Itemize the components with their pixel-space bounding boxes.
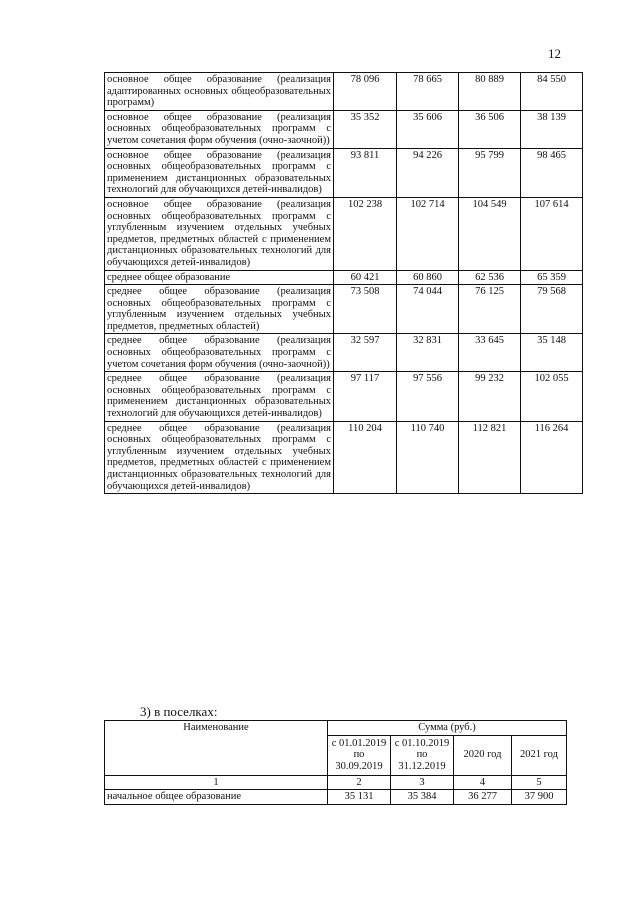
header-sum: Сумма (руб.) <box>328 721 567 736</box>
row-value: 93 811 <box>334 148 397 197</box>
row-value: 78 665 <box>397 73 459 111</box>
table-row <box>105 270 583 285</box>
col-number-5: 5 <box>512 775 567 790</box>
row-value: 62 536 <box>459 270 521 285</box>
row-value: 73 508 <box>334 285 397 334</box>
row-value: 94 226 <box>397 148 459 197</box>
row-value: 80 889 <box>459 73 521 111</box>
row-value: 104 549 <box>459 197 521 270</box>
col-number-1: 1 <box>105 775 328 790</box>
row-value: 78 096 <box>334 73 397 111</box>
cost-table-continued <box>104 72 583 494</box>
settlements-cost-table <box>104 720 567 805</box>
table-row <box>105 334 583 372</box>
row-value: 110 740 <box>397 421 459 494</box>
header-period-4: 2021 год <box>512 735 567 775</box>
row-value: 79 568 <box>521 285 583 334</box>
row-name: основное общее образование (реализация основных общеобразовательных программ с применением дистанционных образовательных технологий для обучающихся детей-инвалидов) <box>105 148 334 197</box>
header-period-3: 2020 год <box>454 735 512 775</box>
table-row <box>105 148 583 197</box>
row-name: основное общее образование (реализация основных общеобразовательных программ с учетом сочетания форм обучения (очно-заочной)) <box>105 110 334 148</box>
row-value: 60 860 <box>397 270 459 285</box>
table-row <box>105 73 583 111</box>
header-name: Наименование <box>105 721 328 776</box>
col-number-2: 2 <box>328 775 391 790</box>
row-name: среднее общее образование (реализация основных общеобразовательных программ с учетом сочетания форм обучения (очно-заочной)) <box>105 334 334 372</box>
row-value: 97 117 <box>334 372 397 421</box>
row-name: начальное общее образование <box>105 790 328 805</box>
table-row <box>105 197 583 270</box>
row-value: 99 232 <box>459 372 521 421</box>
row-value: 84 550 <box>521 73 583 111</box>
row-value: 102 238 <box>334 197 397 270</box>
header-period-1: с 01.01.2019 по 30.09.2019 <box>328 735 391 775</box>
row-value: 97 556 <box>397 372 459 421</box>
page-number: 12 <box>548 46 561 61</box>
row-value: 76 125 <box>459 285 521 334</box>
section-heading: 3) в поселках: <box>140 704 218 719</box>
row-value: 36 506 <box>459 110 521 148</box>
row-value: 32 831 <box>397 334 459 372</box>
row-value: 102 055 <box>521 372 583 421</box>
row-value: 116 264 <box>521 421 583 494</box>
row-value: 32 597 <box>334 334 397 372</box>
row-value: 38 139 <box>521 110 583 148</box>
row-name: среднее общее образование (реализация основных общеобразовательных программ с применением дистанционных образовательных технологий для обучающихся детей-инвалидов) <box>105 372 334 421</box>
row-value: 98 465 <box>521 148 583 197</box>
row-name: среднее общее образование (реализация основных общеобразовательных программ с углубленным изучением отдельных учебных предметов, предметных областей) <box>105 285 334 334</box>
table-row <box>105 372 583 421</box>
col-number-4: 4 <box>454 775 512 790</box>
row-value: 35 606 <box>397 110 459 148</box>
table-row <box>105 285 583 334</box>
col-number-3: 3 <box>391 775 454 790</box>
row-value: 35 148 <box>521 334 583 372</box>
row-value: 33 645 <box>459 334 521 372</box>
row-value: 65 359 <box>521 270 583 285</box>
row-value: 35 352 <box>334 110 397 148</box>
header-period-2: с 01.10.2019 по 31.12.2019 <box>391 735 454 775</box>
row-value: 37 900 <box>512 790 567 805</box>
row-value: 35 131 <box>328 790 391 805</box>
row-name: основное общее образование (реализация основных общеобразовательных программ с углубленным изучением отдельных учебных предметов, предметных областей с применением дистанционных образовательных технологий для обучающихся детей-инвалидов) <box>105 197 334 270</box>
row-value: 60 421 <box>334 270 397 285</box>
row-name: среднее общее образование <box>105 270 334 285</box>
row-value: 102 714 <box>397 197 459 270</box>
table-row <box>105 110 583 148</box>
row-value: 107 614 <box>521 197 583 270</box>
row-name: среднее общее образование (реализация основных общеобразовательных программ с углубленным изучением отдельных учебных предметов, предметных областей с применением дистанционных образовательных технологий для обучающихся детей-инвалидов) <box>105 421 334 494</box>
row-value: 112 821 <box>459 421 521 494</box>
row-value: 35 384 <box>391 790 454 805</box>
row-value: 110 204 <box>334 421 397 494</box>
row-value: 36 277 <box>454 790 512 805</box>
table-row <box>105 421 583 494</box>
row-value: 95 799 <box>459 148 521 197</box>
row-value: 74 044 <box>397 285 459 334</box>
row-name: основное общее образование (реализация адаптированных основных общеобразовательных программ) <box>105 73 334 111</box>
